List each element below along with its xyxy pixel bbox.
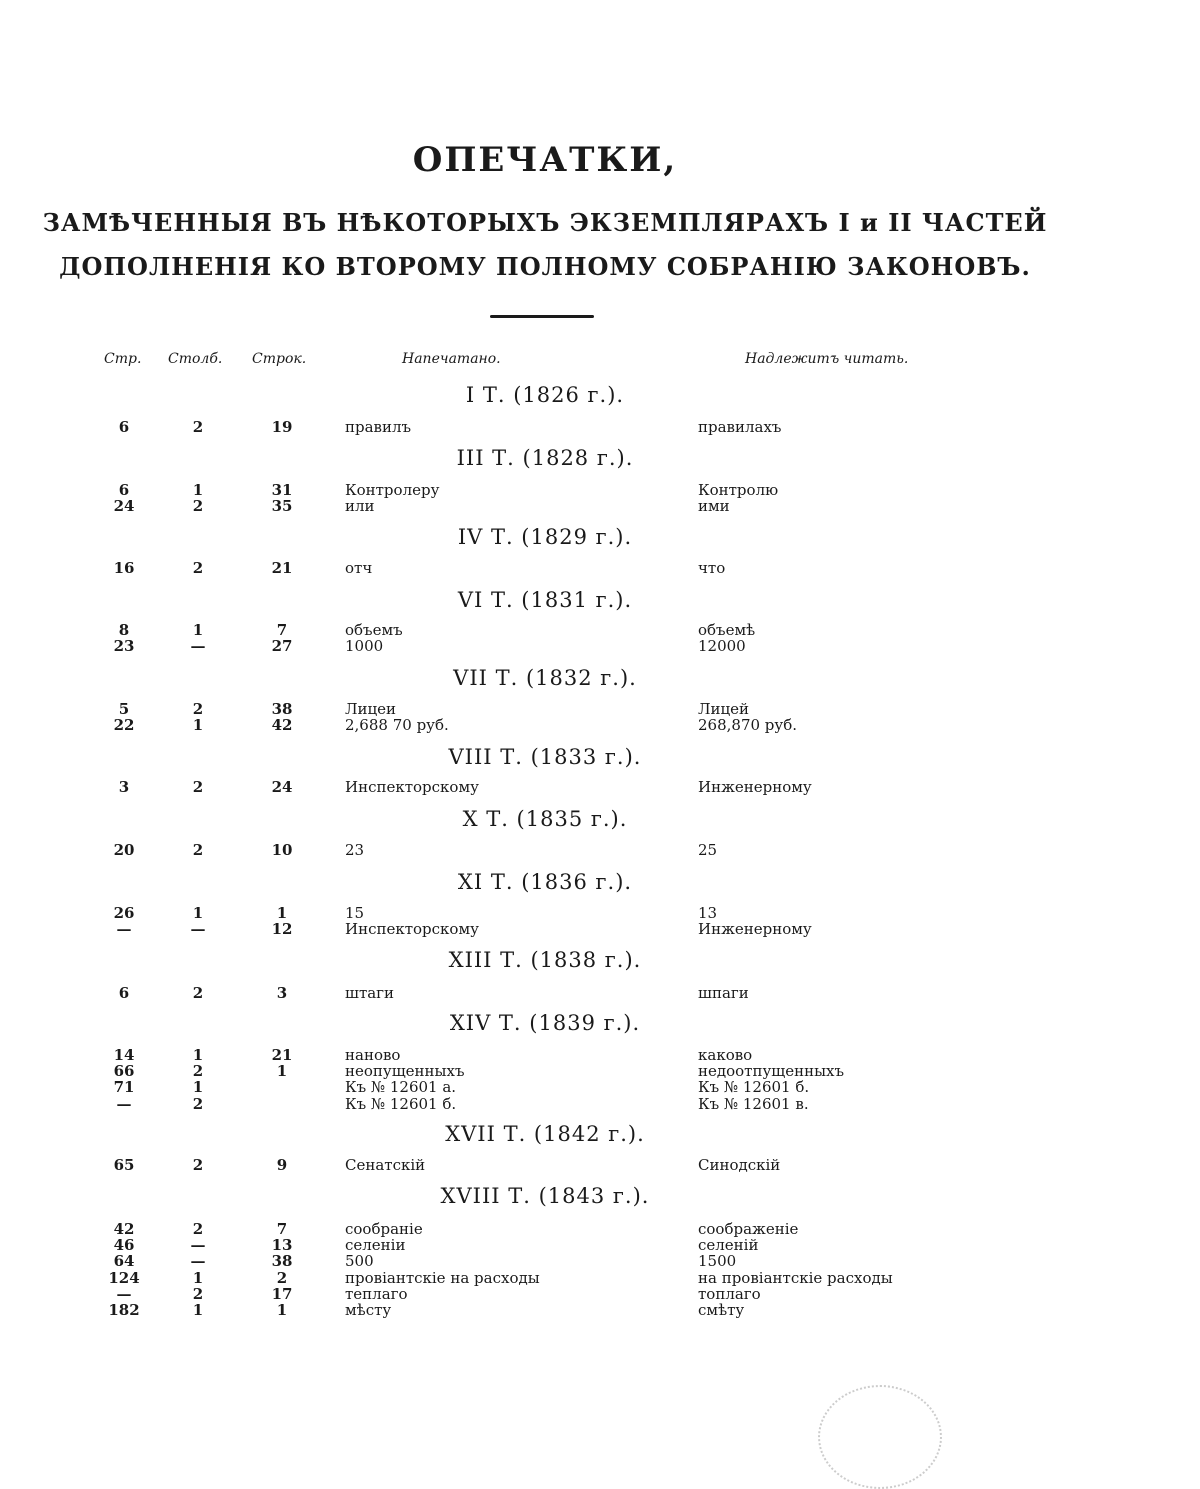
errata-row [0, 638, 1200, 654]
column-number: 2 [192, 497, 204, 516]
page-number: 71 [113, 1078, 135, 1097]
volume-heading: IV Т. (1829 г.). [457, 525, 633, 549]
printed-text: провіантскіе на расходы [345, 1268, 540, 1287]
printed-text: мѣсту [345, 1301, 392, 1319]
correct-text: шпаги [698, 984, 749, 1002]
column-number: 1 [192, 904, 204, 922]
column-number: 1 [192, 1046, 204, 1064]
page-number: 3 [118, 778, 130, 796]
correct-text: что [698, 559, 726, 577]
line-number: 1 [276, 904, 288, 922]
errata-row [0, 482, 1200, 498]
printed-text: штаги [345, 984, 395, 1002]
printed-text: сообраніе [345, 1220, 423, 1238]
page-number: 46 [113, 1236, 135, 1255]
subtitle-line-1: ЗАМѢЧЕННЫЯ ВЪ НѢКОТОРЫХЪ ЭКЗЕМПЛЯРАХЪ I и II ЧАСТЕЙ [42, 208, 1048, 237]
line-number: 9 [276, 1156, 288, 1174]
page-number: 23 [113, 637, 135, 656]
errata-row [0, 1096, 1200, 1112]
column-number: 2 [192, 1284, 204, 1303]
column-number: — [190, 1236, 206, 1255]
page-number: 24 [113, 497, 135, 516]
column-number: 2 [192, 1220, 204, 1238]
correct-text: 268,870 руб. [698, 716, 798, 735]
line-number: 13 [271, 1236, 293, 1255]
line-number: 12 [271, 920, 293, 939]
correct-text: 12000 [698, 637, 746, 656]
errata-row [0, 1253, 1200, 1269]
page-number: 6 [118, 481, 130, 499]
line-number: 17 [271, 1284, 293, 1303]
column-number: 1 [192, 481, 204, 499]
page-number: 26 [113, 904, 135, 922]
line-number: 42 [271, 716, 293, 735]
correct-text: Синодскій [698, 1156, 781, 1174]
volume-heading: XIV Т. (1839 г.). [449, 1011, 641, 1035]
page-number: 8 [118, 621, 130, 639]
column-number: 2 [192, 1094, 204, 1113]
errata-row [0, 419, 1200, 435]
printed-text: 23 [345, 841, 365, 859]
column-number: 1 [192, 1078, 204, 1097]
column-number: 2 [192, 700, 204, 718]
title-divider [490, 315, 594, 318]
line-number: 21 [271, 559, 293, 577]
errata-row [0, 779, 1200, 795]
column-number: 2 [192, 1156, 204, 1174]
page-number: 16 [113, 559, 135, 577]
library-stamp [818, 1385, 942, 1489]
column-number: 1 [192, 716, 204, 735]
errata-row [0, 717, 1200, 733]
printed-text: Инспекторскому [345, 920, 479, 939]
printed-text: отч [345, 559, 373, 577]
errata-row [0, 701, 1200, 717]
column-number: 2 [192, 559, 204, 577]
column-number: 1 [192, 1268, 204, 1287]
printed-text: Къ № 12601 б. [345, 1094, 457, 1113]
printed-text: Сенатскій [345, 1156, 426, 1174]
line-number: 2 [276, 1268, 288, 1287]
header-line: Строк. [252, 351, 307, 367]
page-number: 64 [113, 1252, 135, 1271]
page-number: — [116, 1094, 132, 1113]
page-number: — [116, 920, 132, 939]
printed-text: объемъ [345, 621, 403, 639]
correct-text: соображеніе [698, 1220, 799, 1238]
column-number: 2 [192, 418, 204, 436]
printed-text: 2,688 70 руб. [345, 716, 449, 735]
correct-text: 25 [698, 841, 718, 859]
printed-text: 1000 [345, 637, 384, 656]
line-number: 24 [271, 778, 293, 796]
printed-text: теплаго [345, 1284, 408, 1303]
page-number: 22 [113, 716, 135, 735]
subtitle-line-2: ДОПОЛНЕНІЯ КО ВТОРОМУ ПОЛНОМУ СОБРАНІЮ ЗАКОНОВЪ. [59, 252, 1031, 281]
printed-text: Контролеру [345, 481, 440, 499]
page-number: 14 [113, 1046, 135, 1064]
printed-text: Лицеи [345, 700, 397, 718]
page-number: 42 [113, 1220, 135, 1238]
page-number: 6 [118, 984, 130, 1002]
correct-text: Инженерному [698, 778, 812, 796]
errata-row [0, 1063, 1200, 1079]
line-number: 10 [271, 841, 293, 859]
printed-text: селеніи [345, 1236, 406, 1255]
errata-row [0, 985, 1200, 1001]
column-number: — [190, 920, 206, 939]
page-number: 5 [118, 700, 130, 718]
errata-row [0, 1237, 1200, 1253]
errata-row [0, 560, 1200, 576]
column-number: 2 [192, 984, 204, 1002]
line-number: 19 [271, 418, 293, 436]
correct-text: каково [698, 1046, 753, 1064]
volume-heading: XVII Т. (1842 г.). [445, 1122, 645, 1146]
errata-row [0, 1047, 1200, 1063]
errata-row [0, 1221, 1200, 1237]
correct-text: правилахъ [698, 418, 782, 436]
volume-heading: III Т. (1828 г.). [456, 446, 634, 470]
column-number: 1 [192, 621, 204, 639]
correct-text: селеній [698, 1236, 759, 1255]
page-title: ОПЕЧАТКИ, [412, 140, 678, 180]
printed-text: наново [345, 1046, 401, 1064]
correct-text: Къ № 12601 в. [698, 1094, 809, 1113]
page-number: 20 [113, 841, 135, 859]
printed-text: 500 [345, 1252, 374, 1271]
line-number: 38 [271, 1252, 293, 1271]
printed-text: 15 [345, 904, 365, 922]
errata-row [0, 498, 1200, 514]
correct-text: на провіантскіе расходы [698, 1268, 893, 1287]
printed-text: или [345, 497, 375, 516]
volume-heading: VIII Т. (1833 г.). [448, 745, 642, 769]
printed-text: правилъ [345, 418, 412, 436]
volume-heading: VI Т. (1831 г.). [457, 588, 633, 612]
column-number: 1 [192, 1301, 204, 1319]
page-number: 182 [108, 1301, 140, 1319]
correct-text: топлаго [698, 1284, 761, 1303]
printed-text: Къ № 12601 а. [345, 1078, 457, 1097]
volume-heading: XIII Т. (1838 г.). [448, 948, 642, 972]
correct-text: Лицей [698, 700, 750, 718]
printed-text: неопущенныхъ [345, 1062, 465, 1081]
page-number: 66 [113, 1062, 135, 1081]
volume-heading: XVIII Т. (1843 г.). [440, 1184, 650, 1208]
correct-text: Контролю [698, 481, 779, 499]
volume-heading: X Т. (1835 г.). [462, 807, 628, 831]
header-page: Стр. [104, 351, 142, 367]
correct-text: смѣту [698, 1301, 745, 1319]
column-number: — [190, 1252, 206, 1271]
volume-heading: XI Т. (1836 г.). [457, 870, 633, 894]
errata-row [0, 1302, 1200, 1318]
column-number: 2 [192, 778, 204, 796]
header-column: Столб. [168, 351, 223, 367]
errata-row [0, 622, 1200, 638]
correct-text: 13 [698, 904, 718, 922]
errata-row [0, 905, 1200, 921]
line-number: 1 [276, 1062, 288, 1081]
errata-row [0, 1157, 1200, 1173]
errata-row [0, 921, 1200, 937]
volume-heading: VII Т. (1832 г.). [453, 666, 637, 690]
page-number: 124 [108, 1268, 140, 1287]
errata-row [0, 1270, 1200, 1286]
volume-heading: I Т. (1826 г.). [465, 383, 625, 407]
column-number: 2 [192, 841, 204, 859]
column-number: 2 [192, 1062, 204, 1081]
line-number: 7 [276, 621, 288, 639]
line-number: 38 [271, 700, 293, 718]
printed-text: Инспекторскому [345, 778, 479, 796]
column-number: — [190, 637, 206, 656]
line-number: 21 [271, 1046, 293, 1064]
page-number: 6 [118, 418, 130, 436]
header-correct: Надлежитъ читать. [745, 351, 909, 367]
line-number: 27 [271, 637, 293, 656]
errata-row [0, 1079, 1200, 1095]
correct-text: ими [698, 497, 730, 516]
errata-row [0, 842, 1200, 858]
correct-text: недоотпущенныхъ [698, 1062, 845, 1081]
header-printed: Напечатано. [402, 351, 501, 367]
line-number: 3 [276, 984, 288, 1002]
correct-text: Инженерному [698, 920, 812, 939]
correct-text: 1500 [698, 1252, 737, 1271]
line-number: 1 [276, 1301, 288, 1319]
errata-row [0, 1286, 1200, 1302]
correct-text: Къ № 12601 б. [698, 1078, 810, 1097]
page-number: — [116, 1284, 132, 1303]
line-number: 31 [271, 481, 293, 499]
line-number: 35 [271, 497, 293, 516]
line-number: 7 [276, 1220, 288, 1238]
page-number: 65 [113, 1156, 135, 1174]
correct-text: объемѣ [698, 621, 756, 639]
